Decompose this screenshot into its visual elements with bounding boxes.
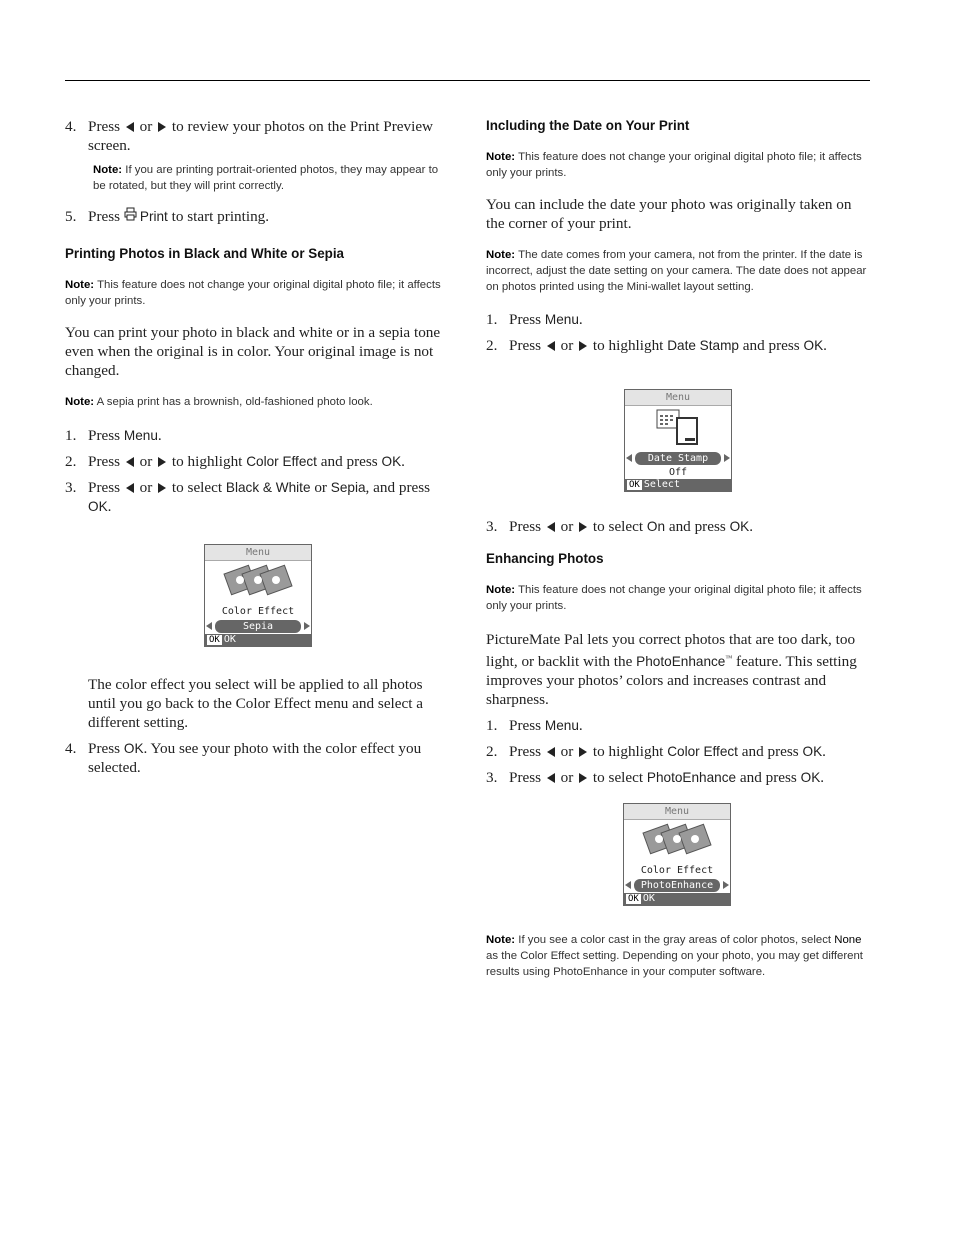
or-text: or bbox=[560, 337, 574, 354]
lcd-label: Color Effect bbox=[221, 606, 295, 617]
lcd-value-row bbox=[625, 451, 731, 466]
lcd-title: Menu bbox=[624, 804, 730, 820]
or-text: or bbox=[139, 118, 153, 135]
step-number: 2. bbox=[486, 743, 498, 761]
paragraph-color-effect: The color effect you select will be applied to all photos until you go back to the Color Effect menu and select a different setting. bbox=[88, 676, 424, 731]
step-3-enhance bbox=[486, 768, 870, 787]
step-text: Press bbox=[88, 453, 121, 471]
step-text: and press bbox=[320, 453, 378, 471]
lcd-title: Menu bbox=[205, 545, 311, 561]
trademark: ™ bbox=[725, 654, 733, 662]
step-text: and press bbox=[741, 743, 799, 761]
step-text: Press bbox=[509, 337, 542, 354]
section-heading-enhance: Enhancing Photos bbox=[486, 551, 604, 566]
photos-icon bbox=[624, 820, 730, 864]
lcd-footer bbox=[625, 479, 731, 491]
lcd-left-arrow-icon bbox=[625, 881, 631, 889]
ok-button-label: OK bbox=[803, 338, 824, 353]
or-text: or bbox=[560, 518, 574, 535]
paragraph-intro: You can print your photo in black and white or in a sepia tone even when the original is in color. Your original image is not changed. bbox=[65, 324, 441, 380]
step-text: to select bbox=[592, 518, 644, 535]
punct: . bbox=[749, 518, 754, 535]
right-arrow-icon bbox=[158, 483, 166, 493]
punct: . bbox=[401, 453, 405, 471]
ok-button-label: OK bbox=[381, 454, 402, 470]
step-number: 3. bbox=[65, 479, 77, 497]
punct: . bbox=[823, 337, 827, 354]
step-text: Press bbox=[509, 717, 542, 735]
step-number: 1. bbox=[486, 717, 498, 735]
left-arrow-icon bbox=[126, 483, 134, 493]
right-arrow-icon bbox=[579, 341, 587, 351]
step-number: 4. bbox=[65, 740, 77, 757]
lcd-footer-text: Select bbox=[643, 479, 680, 490]
step-5-print bbox=[65, 207, 450, 227]
left-arrow-icon bbox=[547, 341, 555, 351]
menu-button-label: Menu bbox=[544, 312, 579, 327]
step-text: Press bbox=[509, 311, 542, 328]
black-white-label: Black & White bbox=[225, 480, 311, 496]
lcd-label: Color Effect bbox=[640, 865, 714, 876]
left-column bbox=[65, 112, 450, 516]
step-1-menu-date bbox=[486, 310, 870, 329]
para-text: PictureMate Pal lets you correct photos that are too dark, too light, or backlit with the bbox=[486, 631, 856, 671]
note-color-cast bbox=[486, 932, 870, 980]
step-1-menu bbox=[65, 426, 450, 445]
step-text: to review your photos on the Print Preview screen. bbox=[88, 118, 434, 154]
calendar-icon bbox=[625, 406, 731, 451]
step-text: , and press bbox=[365, 479, 431, 497]
right-column-bottom bbox=[486, 932, 870, 980]
lcd-screen-photoenhance bbox=[623, 803, 731, 906]
right-column bbox=[486, 112, 870, 355]
ok-button-label: OK bbox=[729, 519, 750, 534]
step-2-date-stamp bbox=[486, 336, 870, 355]
step-text: Press bbox=[509, 769, 542, 787]
step-text: Press bbox=[88, 479, 121, 497]
punct: . bbox=[578, 717, 583, 735]
left-arrow-icon bbox=[547, 522, 555, 532]
note-label: Note: bbox=[486, 584, 516, 596]
color-effect-label: Color Effect bbox=[246, 454, 317, 470]
step-number: 3. bbox=[486, 518, 498, 535]
right-arrow-icon bbox=[579, 522, 587, 532]
step-text: and press bbox=[668, 518, 726, 535]
step-3-select-on bbox=[486, 517, 870, 536]
note-feature-enhance bbox=[486, 582, 870, 614]
note-label: Note: bbox=[486, 249, 516, 261]
on-label: On bbox=[646, 519, 666, 534]
note-date-camera bbox=[486, 247, 870, 295]
lcd-right-arrow-icon bbox=[723, 881, 729, 889]
left-arrow-icon bbox=[126, 457, 134, 467]
step-number: 2. bbox=[65, 453, 77, 471]
step-number: 4. bbox=[65, 118, 77, 135]
right-arrow-icon bbox=[158, 457, 166, 467]
ok-button-label: OK bbox=[88, 499, 108, 515]
step-text: Press bbox=[509, 743, 542, 761]
note-feature-date bbox=[486, 149, 870, 181]
note-text: A sepia print has a brownish, old-fashioned photo look. bbox=[96, 396, 373, 409]
step-text: and press bbox=[742, 337, 800, 354]
punct: . bbox=[820, 769, 825, 787]
step-2-highlight bbox=[65, 452, 450, 471]
step-4-ok bbox=[65, 739, 450, 777]
punct: . bbox=[107, 498, 112, 516]
step-text: to select bbox=[592, 769, 644, 787]
lcd-sub-value: Off bbox=[668, 467, 688, 478]
none-label: None bbox=[834, 934, 862, 946]
note-feature bbox=[65, 277, 450, 309]
photoenhance-label: PhotoEnhance bbox=[646, 770, 737, 786]
note-label: Note: bbox=[486, 934, 516, 946]
or-text: or bbox=[560, 743, 574, 761]
section-heading-bw-sepia: Printing Photos in Black and White or Sepia bbox=[65, 246, 344, 262]
lcd-title: Menu bbox=[625, 390, 731, 406]
section-heading-date: Including the Date on Your Print bbox=[486, 118, 690, 133]
ok-button-label: OK bbox=[123, 741, 144, 756]
step-text: to highlight bbox=[592, 337, 664, 354]
step-3-select bbox=[65, 478, 450, 516]
paragraph-enhance bbox=[486, 630, 870, 709]
lcd-footer-text: OK bbox=[642, 893, 655, 904]
lcd-right-arrow-icon bbox=[724, 454, 730, 462]
step-number: 3. bbox=[486, 769, 498, 787]
header-rule bbox=[65, 80, 870, 81]
left-arrow-icon bbox=[547, 773, 555, 783]
or-text: or bbox=[314, 479, 327, 497]
lcd-value: PhotoEnhance bbox=[634, 879, 720, 892]
step-text: to start printing. bbox=[171, 208, 270, 225]
lcd-footer-text: OK bbox=[223, 634, 236, 645]
lcd-ok-badge: OK bbox=[209, 635, 220, 645]
lcd-ok-badge: OK bbox=[628, 894, 639, 904]
lcd-left-arrow-icon bbox=[626, 454, 632, 462]
step-text: . You see your photo with the color effect you selected. bbox=[88, 740, 422, 776]
lcd-value-row bbox=[624, 878, 730, 893]
step-text: to highlight bbox=[171, 453, 243, 471]
note-text: This feature does not change your original digital photo file; it affects only your prints. bbox=[486, 151, 862, 179]
step-text: to highlight bbox=[592, 743, 664, 761]
ok-button-label: OK bbox=[800, 770, 821, 786]
color-effect-label: Color Effect bbox=[667, 744, 738, 760]
step-number: 2. bbox=[486, 337, 498, 354]
photos-icon bbox=[205, 561, 311, 605]
lcd-value-row bbox=[205, 619, 311, 634]
step-text: Press bbox=[88, 740, 121, 757]
lcd-value: Sepia bbox=[215, 620, 301, 633]
ok-button-label: OK bbox=[802, 744, 823, 760]
note-label: Note: bbox=[65, 396, 95, 409]
step-number: 5. bbox=[65, 208, 77, 225]
photoenhance-label: PhotoEnhance bbox=[636, 654, 726, 670]
note-text: The date comes from your camera, not from the printer. If the date is incorrect, adjust the date setting on your camera. The date does not appear on photos printed using the Mini-wallet layout setting. bbox=[486, 249, 867, 293]
note-portrait bbox=[93, 162, 450, 194]
step-text: and press bbox=[739, 769, 797, 787]
step-text: Press bbox=[88, 208, 121, 225]
step-text: to select bbox=[171, 479, 223, 497]
step-text: Press bbox=[88, 118, 121, 135]
note-text: This feature does not change your original digital photo file; it affects only your prints. bbox=[65, 279, 441, 308]
punct: . bbox=[157, 427, 162, 445]
printer-icon bbox=[124, 207, 137, 226]
left-arrow-icon bbox=[547, 747, 555, 757]
lcd-value: Date Stamp bbox=[635, 452, 721, 465]
note-label: Note: bbox=[93, 164, 123, 176]
left-arrow-icon bbox=[126, 122, 134, 132]
lcd-screen-date-stamp bbox=[624, 389, 732, 492]
step-text: Press bbox=[88, 427, 121, 445]
or-text: or bbox=[560, 769, 574, 787]
step-2-enhance bbox=[486, 742, 870, 761]
note-text: If you see a color cast in the gray areas of color photos, select bbox=[518, 934, 832, 946]
or-text: or bbox=[139, 453, 153, 471]
menu-button-label: Menu bbox=[123, 428, 158, 444]
or-text: or bbox=[139, 479, 153, 497]
note-text: as the Color Effect setting. Depending on your photo, you may get different results using PhotoEnhance in your computer software. bbox=[486, 950, 863, 978]
punct: . bbox=[822, 743, 826, 761]
lcd-footer bbox=[624, 893, 730, 905]
note-text: This feature does not change your original digital photo file; it affects only your prints. bbox=[486, 584, 862, 612]
note-text: If you are printing portrait-oriented photos, they may appear to be rotated, but they will print correctly. bbox=[93, 164, 439, 192]
lcd-ok-badge: OK bbox=[629, 480, 640, 490]
note-label: Note: bbox=[65, 279, 95, 292]
step-1-menu-enhance bbox=[486, 716, 870, 735]
note-label: Note: bbox=[486, 151, 516, 163]
left-column-lower bbox=[65, 675, 450, 777]
sepia-label: Sepia bbox=[330, 480, 366, 496]
step-text: Press bbox=[509, 518, 542, 535]
lcd-footer bbox=[205, 634, 311, 646]
menu-button-label: Menu bbox=[544, 718, 579, 734]
step-4-preview bbox=[65, 117, 450, 155]
date-stamp-label: Date Stamp bbox=[667, 338, 739, 353]
note-sepia bbox=[65, 394, 450, 410]
print-button-label: Print bbox=[139, 209, 168, 224]
paragraph-date: You can include the date your photo was originally taken on the corner of your print. bbox=[486, 196, 852, 232]
lcd-left-arrow-icon bbox=[206, 622, 212, 630]
para-text: feature. This setting improves your photos’ colors and increases contrast and sharpness. bbox=[486, 653, 857, 709]
step-number: 1. bbox=[486, 311, 498, 328]
right-arrow-icon bbox=[579, 747, 587, 757]
right-arrow-icon bbox=[158, 122, 166, 132]
lcd-right-arrow-icon bbox=[304, 622, 310, 630]
right-arrow-icon bbox=[579, 773, 587, 783]
lcd-screen-sepia bbox=[204, 544, 312, 647]
punct: . bbox=[578, 311, 583, 328]
right-column-lower bbox=[486, 517, 870, 787]
step-number: 1. bbox=[65, 427, 77, 445]
